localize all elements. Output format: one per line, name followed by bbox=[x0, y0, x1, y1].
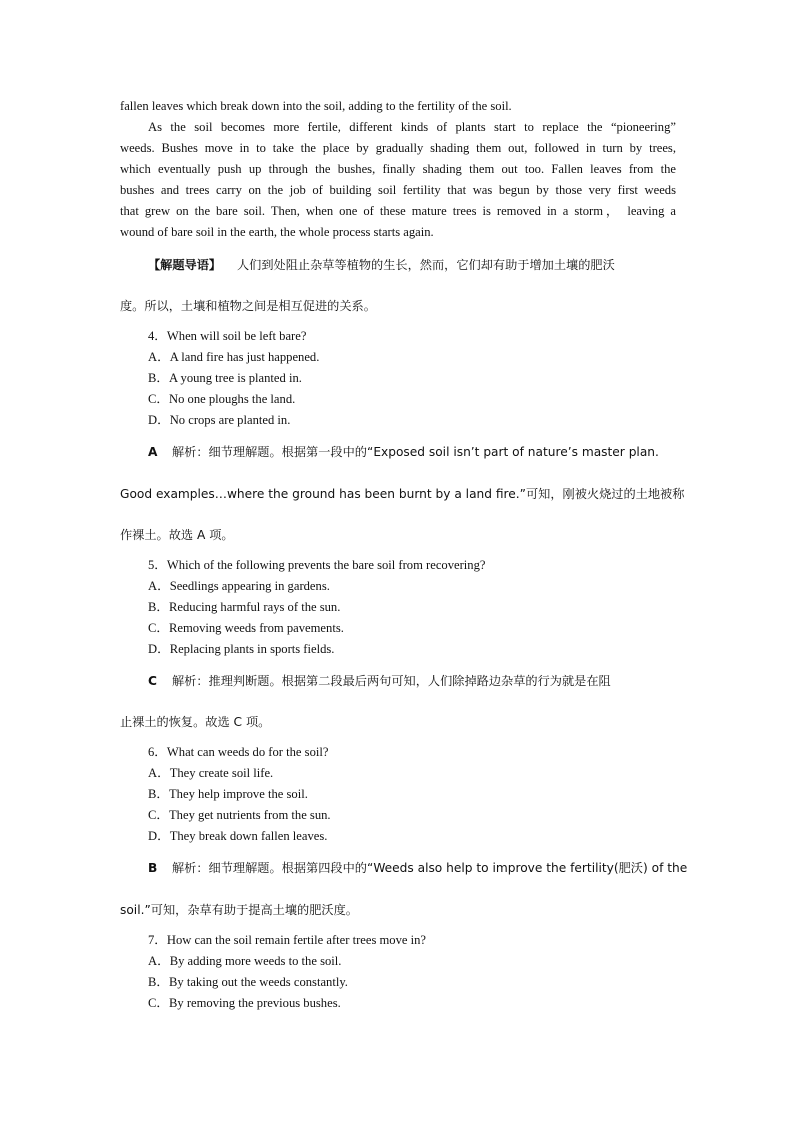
answer-letter: A bbox=[148, 445, 158, 459]
passage-line: bushes and trees carry on the job of building soil fertility that was begun by those very first weeds bbox=[120, 183, 676, 197]
guide-text: 人们到处阻止杂草等植物的生长，然而，它们却有助于增加土壤的肥沃 bbox=[237, 258, 615, 272]
question-stem: 6．What can weeds do for the soil? bbox=[148, 745, 329, 759]
explanation-line: 作裸土。故选 A 项。 bbox=[120, 528, 234, 542]
question-stem: 7．How can the soil remain fertile after trees move in? bbox=[148, 933, 427, 947]
option-b: B．They help improve the soil. bbox=[148, 787, 308, 801]
option-b: B．A young tree is planted in. bbox=[148, 371, 302, 385]
passage-line: that grew on the bare soil. Then, when one of these mature trees is removed in a storm， leaving a bbox=[120, 204, 676, 218]
explanation-line bbox=[148, 860, 688, 876]
guide-label: 【解题导语】 bbox=[148, 258, 222, 272]
option-a: A．By adding more weeds to the soil. bbox=[148, 954, 342, 968]
explanation-line bbox=[148, 673, 676, 689]
option-a: A．They create soil life. bbox=[148, 766, 274, 780]
explanation-text: 解析：细节理解题。根据第一段中的“Exposed soil isn’t part of nature’s master plan. bbox=[172, 445, 659, 459]
answer-letter: C bbox=[148, 674, 157, 688]
option-d: D．No crops are planted in. bbox=[148, 413, 291, 427]
explanation-line: 止裸土的恢复。故选 C 项。 bbox=[120, 715, 271, 729]
option-c: C．They get nutrients from the sun. bbox=[148, 808, 331, 822]
passage-line: weeds. Bushes move in to take the place by gradually shading them out, followed in turn by trees, bbox=[120, 141, 676, 155]
option-c: C．Removing weeds from pavements. bbox=[148, 621, 344, 635]
explanation-line bbox=[148, 444, 676, 460]
option-b: B．By taking out the weeds constantly. bbox=[148, 975, 348, 989]
question-stem: 4．When will soil be left bare? bbox=[148, 329, 307, 343]
answer-letter: B bbox=[148, 861, 158, 875]
option-a: A．A land fire has just happened. bbox=[148, 350, 320, 364]
option-c: C．By removing the previous bushes. bbox=[148, 996, 341, 1010]
explanation-text: 解析：细节理解题。根据第四段中的“Weeds also help to improve the fertility(肥沃) of the bbox=[172, 861, 688, 875]
question-stem: 5．Which of the following prevents the bare soil from recovering? bbox=[148, 558, 486, 572]
explanation-text: 解析：推理判断题。根据第二段最后两句可知，人们除掉路边杂草的行为就是在阻 bbox=[172, 674, 611, 688]
passage-line: wound of bare soil in the earth, the whole process starts again. bbox=[120, 225, 434, 239]
option-b: B．Reducing harmful rays of the sun. bbox=[148, 600, 341, 614]
guide-text: 度。所以，土壤和植物之间是相互促进的关系。 bbox=[120, 299, 376, 313]
option-a: A．Seedlings appearing in gardens. bbox=[148, 579, 330, 593]
passage-line: fallen leaves which break down into the soil, adding to the fertility of the soil. bbox=[120, 99, 512, 113]
guide-line bbox=[148, 257, 676, 273]
option-c: C．No one ploughs the land. bbox=[148, 392, 296, 406]
passage-line: which eventually push up through the bushes, finally shading them out too. Fallen leaves from the bbox=[120, 162, 676, 176]
option-d: D．They break down fallen leaves. bbox=[148, 829, 328, 843]
passage-line: As the soil becomes more fertile, different kinds of plants start to replace the “pioneering” bbox=[148, 120, 676, 134]
explanation-line: Good examples…where the ground has been burnt by a land fire.”可知，刚被火烧过的土地被称 bbox=[120, 487, 685, 501]
explanation-line: soil.”可知，杂草有助于提高土壤的肥沃度。 bbox=[120, 903, 358, 917]
option-d: D．Replacing plants in sports fields. bbox=[148, 642, 335, 656]
